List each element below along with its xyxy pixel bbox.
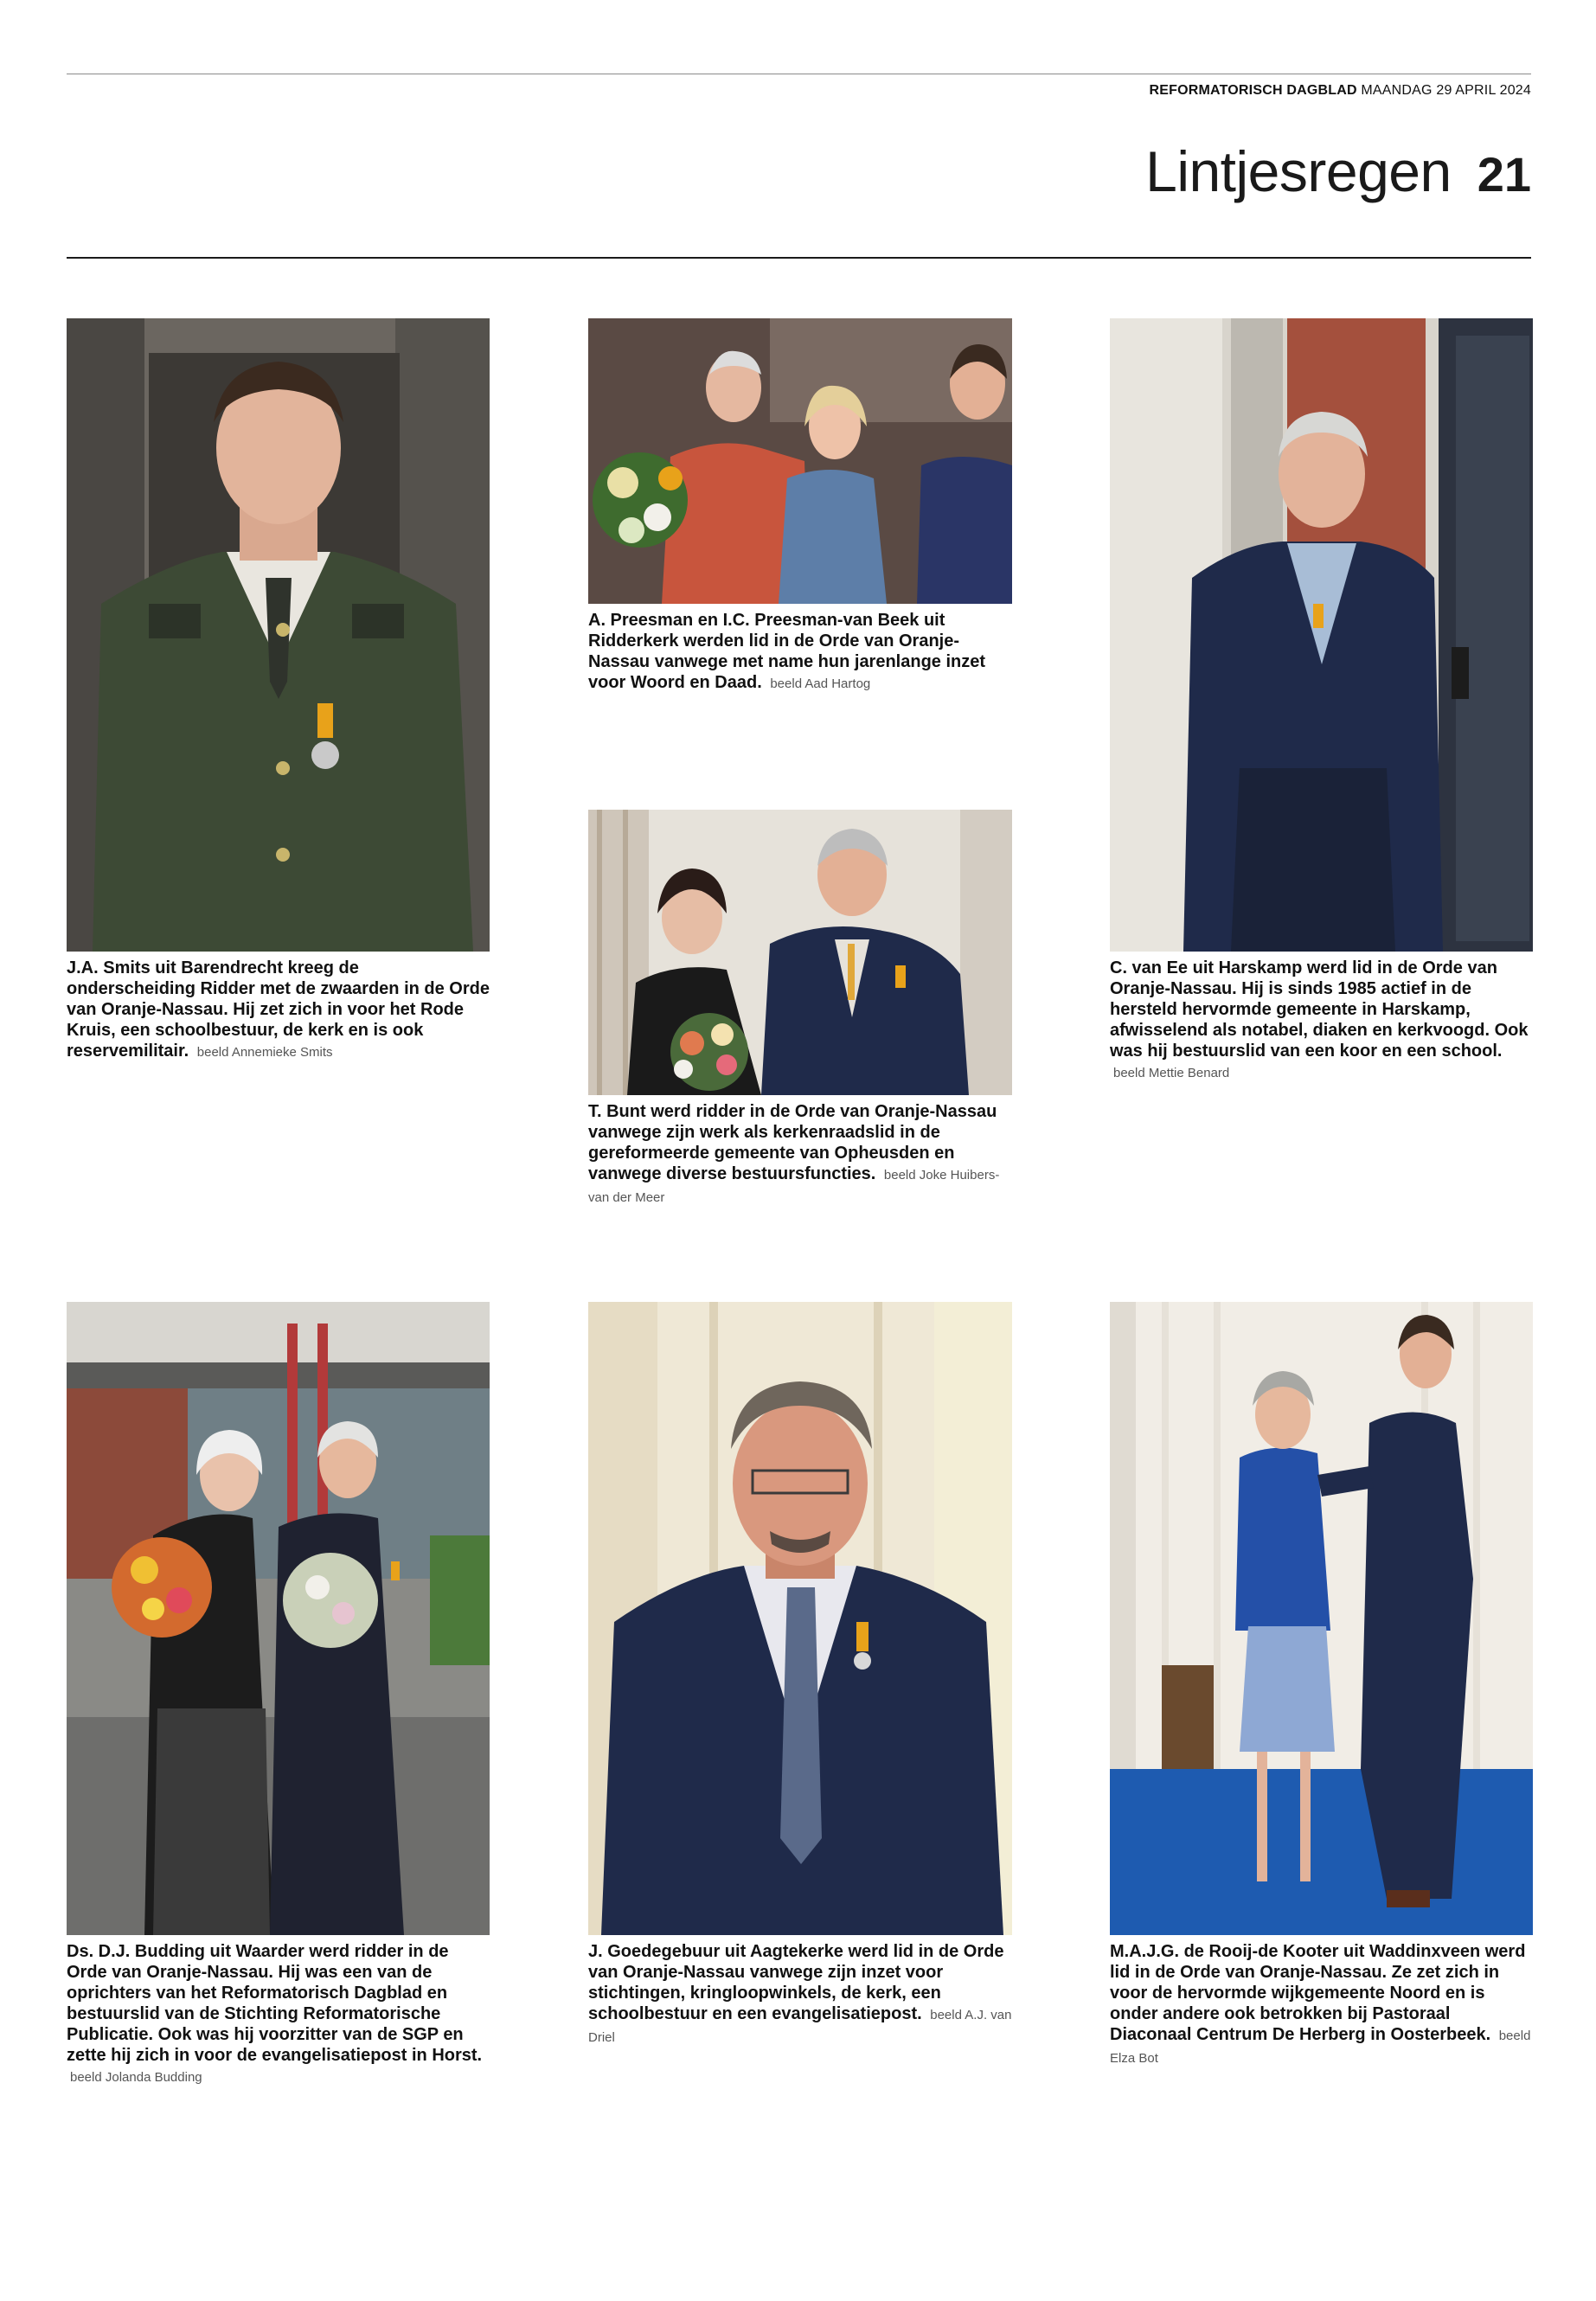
paper-name: REFORMATORISCH DAGBLAD [1149, 83, 1357, 98]
photo-credit: beeld A.J. van Driel [588, 2008, 1012, 2045]
issue-date: MAANDAG 29 APRIL 2024 [1361, 83, 1531, 98]
photo-preesman [588, 318, 1012, 604]
photo-de-rooij [1110, 1302, 1533, 1935]
caption-goedegebuur [588, 1941, 1012, 2048]
caption-smits [67, 958, 490, 1063]
header-rule [67, 257, 1531, 259]
caption-preesman [588, 610, 1012, 695]
caption-de-rooij [1110, 1941, 1534, 2069]
section-header [1145, 138, 1531, 204]
photo-credit: beeld Mettie Benard [1113, 1066, 1230, 1080]
photo-credit: beeld Annemieke Smits [196, 1045, 333, 1060]
caption-text: A. Preesman en I.C. Preesman-van Beek uit Ridderkerk werden lid in de Orde van Oranje-Nassau vanwege met name hun jarenlange inzet voor Woord en Daad. [588, 611, 986, 692]
photo-bunt [588, 810, 1012, 1095]
masthead [1150, 83, 1532, 99]
photo-van-ee [1110, 318, 1533, 952]
caption-budding [67, 1941, 490, 2088]
photo-budding [67, 1302, 490, 1935]
caption-text: Ds. D.J. Budding uit Waarder werd ridder in de Orde van Oranje-Nassau. Hij was een van de oprichters van het Reformatorisch Dagblad en bestuurslid van de Stichting Reformatorische Publicatie. Ook was hij voorzitter van de SGP en zette hij zich in voor de evangelisatiepost in Horst. [67, 1942, 483, 2065]
photo-credit: beeld Aad Hartog [770, 676, 871, 691]
section-title: Lintjesregen [1145, 139, 1452, 203]
caption-bunt [588, 1101, 1012, 1208]
caption-van-ee [1110, 958, 1534, 1084]
caption-text: J. Goedegebuur uit Aagtekerke werd lid in de Orde van Oranje-Nassau vanwege zijn inzet voor stichtingen, kringloopwinkels, de kerk, een schoolbestuur en een evangelisatiepost. [588, 1942, 1004, 2023]
caption-text: T. Bunt werd ridder in de Orde van Oranje-Nassau vanwege zijn werk als kerkenraadslid in de gereformeerde gemeente van Opheusden en vanwege diverse bestuursfuncties. [588, 1102, 997, 1183]
caption-text: J.A. Smits uit Barendrecht kreeg de onderscheiding Ridder met de zwaarden in de Orde van Oranje-Nassau. Hij zet zich in voor het Rode Kruis, een schoolbestuur, de kerk en is ook reservemilitair. [67, 958, 490, 1061]
photo-credit: beeld Joke Huibers-van der Meer [588, 1168, 1000, 1205]
caption-text: C. van Ee uit Harskamp werd lid in de Orde van Oranje-Nassau. Hij is sinds 1985 actief in de hersteld hervormde gemeente in Harskamp, afwisselend als notabel, diaken en kerkvoogd. Ook was hij bestuurslid van een koor en een school. [1110, 958, 1529, 1061]
page-number: 21 [1477, 147, 1531, 202]
photo-credit: beeld Jolanda Budding [70, 2070, 202, 2085]
photo-credit: beeld Elza Bot [1110, 2029, 1531, 2066]
photo-smits [67, 318, 490, 952]
photo-goedegebuur [588, 1302, 1012, 1935]
caption-text: M.A.J.G. de Rooij-de Kooter uit Waddinxveen werd lid in de Orde van Oranje-Nassau. Ze zet zich in voor de hervormde wijkgemeente Noord en is onder andere ook betrokken bij Pastoraal Diaconaal Centrum De Herberg in Oosterbeek. [1110, 1942, 1526, 2044]
